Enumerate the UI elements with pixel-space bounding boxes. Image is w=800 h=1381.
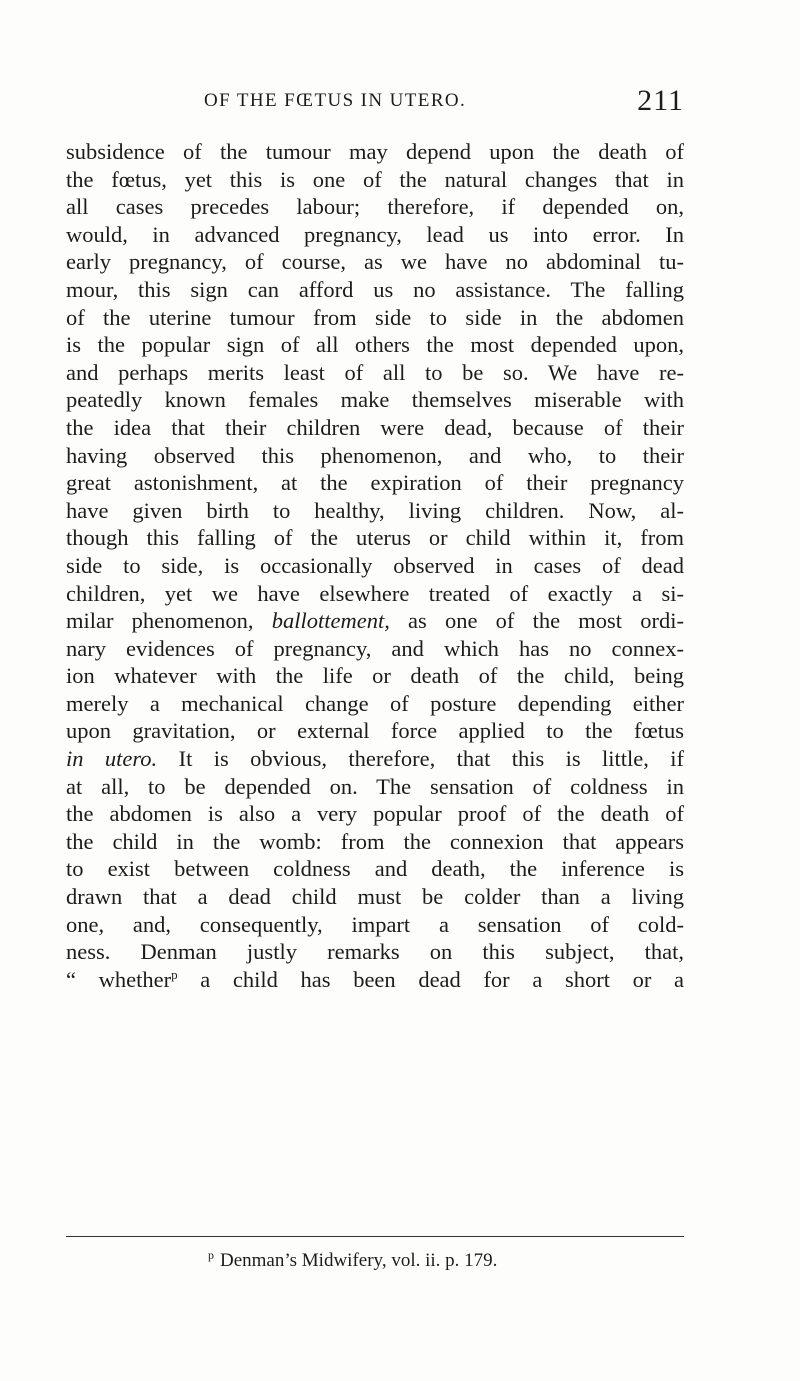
italic-term: ballottement, bbox=[271, 608, 390, 634]
text-line: have given birth to healthy, living children. Now, al- bbox=[66, 497, 684, 523]
text-line: peatedly known females make themselves miserable with bbox=[66, 387, 684, 413]
page-number: 211 bbox=[637, 84, 684, 117]
text-line: children, yet we have elsewhere treated of exactly a si- bbox=[66, 580, 684, 606]
text-line: one, and, consequently, impart a sensation of cold- bbox=[66, 911, 684, 937]
text-line: of the uterine tumour from side to side in the abdomen bbox=[66, 304, 684, 330]
text-line: to exist between coldness and death, the inference is bbox=[66, 856, 684, 882]
text-line: at all, to be depended on. The sensation of coldness in bbox=[66, 773, 684, 799]
text-line: nary evidences of pregnancy, and which has no connex- bbox=[66, 635, 684, 661]
text-line: the child in the womb: from the connexion that appears bbox=[66, 828, 684, 854]
text-line: would, in advanced pregnancy, lead us into error. In bbox=[66, 221, 684, 247]
text-line: is the popular sign of all others the most depended upon, bbox=[66, 332, 684, 358]
text-line: all cases precedes labour; therefore, if depended on, bbox=[66, 194, 684, 220]
text-line: mour, this sign can afford us no assistance. The falling bbox=[66, 276, 684, 302]
text-line: the fœtus, yet this is one of the natural changes that in bbox=[66, 166, 684, 192]
italic-term: in utero. bbox=[66, 746, 158, 772]
text-line: though this falling of the uterus or child within it, from bbox=[66, 525, 684, 551]
text-line: and perhaps merits least of all to be so. We have re- bbox=[66, 359, 684, 385]
text-line: drawn that a dead child must be colder than a living bbox=[66, 884, 684, 910]
text-line: the idea that their children were dead, because of their bbox=[66, 414, 684, 440]
line-segment: “ whether bbox=[66, 966, 172, 992]
line-segment: It is obvious, therefore, that this is little, if bbox=[178, 746, 684, 772]
body-text bbox=[66, 138, 684, 993]
text-line-with-italic bbox=[66, 745, 684, 773]
text-line: having observed this phenomenon, and who, to their bbox=[66, 442, 684, 468]
text-line: upon gravitation, or external force applied to the fœtus bbox=[66, 718, 684, 744]
running-head bbox=[66, 84, 684, 120]
text-line-with-note-mark bbox=[66, 966, 684, 994]
footnote-text: Denman’s Midwifery, vol. ii. p. 179. bbox=[220, 1250, 498, 1271]
footnote-reference: p bbox=[171, 966, 178, 982]
text-line: merely a mechanical change of posture depending either bbox=[66, 690, 684, 716]
text-line-with-italic bbox=[66, 607, 684, 635]
text-line: early pregnancy, of course, as we have no abdominal tu- bbox=[66, 249, 684, 275]
line-segment: milar phenomenon, bbox=[66, 608, 254, 634]
footnote-mark: p bbox=[208, 1248, 214, 1262]
line-segment: a child has been dead for a short or a bbox=[200, 966, 684, 992]
text-line: the abdomen is also a very popular proof of the death of bbox=[66, 801, 684, 827]
footnote-rule bbox=[66, 1236, 684, 1237]
text-line: great astonishment, at the expiration of their pregnancy bbox=[66, 470, 684, 496]
running-title: OF THE FŒTUS IN UTERO. bbox=[204, 90, 467, 111]
text-line: subsidence of the tumour may depend upon the death of bbox=[66, 139, 684, 164]
text-line: ness. Denman justly remarks on this subject, that, bbox=[66, 939, 684, 965]
footnote bbox=[208, 1250, 497, 1272]
line-segment: as one of the most ordi- bbox=[408, 608, 684, 634]
text-line: side to side, is occasionally observed in cases of dead bbox=[66, 552, 684, 578]
text-line: ion whatever with the life or death of the child, being bbox=[66, 663, 684, 689]
